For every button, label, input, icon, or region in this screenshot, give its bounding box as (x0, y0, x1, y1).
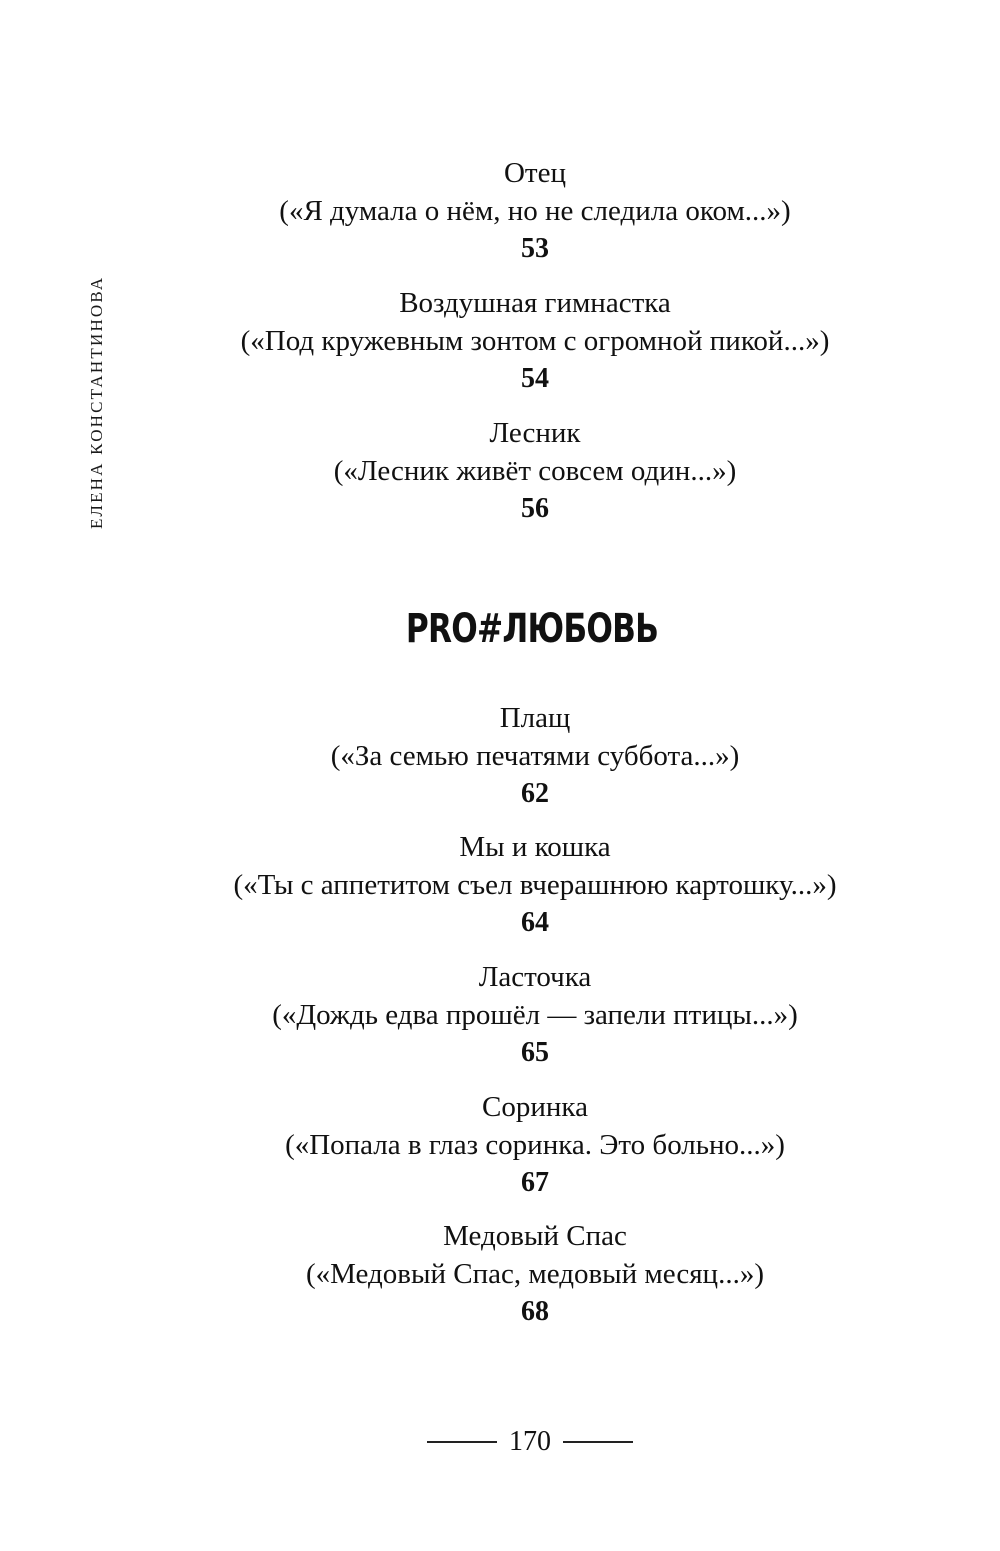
toc-entry-page-number: 68 (521, 1296, 549, 1327)
toc-entry-first-line: («Ты с аппетитом съел вчерашнюю картошку...») (233, 869, 837, 901)
toc-entry (0, 284, 1000, 398)
toc-entry (0, 1088, 1000, 1202)
toc-entry (0, 154, 1000, 268)
toc-entry-first-line: («Под кружевным зонтом с огромной пикой...») (240, 325, 830, 357)
toc-entry-title: Ласточка (478, 961, 592, 993)
toc-entry-title: Медовый Спас (443, 1220, 627, 1252)
toc-entry-title: Соринка (482, 1091, 588, 1123)
toc-entry-page-number: 62 (521, 778, 549, 809)
toc-entry-page-number: 67 (521, 1167, 549, 1198)
toc-entry-page-number: 65 (521, 1037, 549, 1068)
toc-entry-first-line: («Медовый Спас, медовый месяц...») (306, 1258, 764, 1290)
toc-entry-first-line: («Дождь едва прошёл — запели птицы...») (272, 999, 798, 1031)
toc-entry-page-number: 54 (521, 363, 549, 394)
page-number: 170 (509, 1426, 551, 1457)
toc-entry (0, 828, 1000, 942)
toc-entry-page-number: 56 (521, 493, 549, 524)
toc-entry-title: Мы и кошка (459, 831, 611, 863)
toc-entry-page-number: 64 (521, 907, 549, 938)
toc-entry-first-line: («За семью печатями суббота...») (330, 740, 740, 772)
toc-entry-page-number: 53 (521, 233, 549, 264)
toc-entry (0, 699, 1000, 813)
running-head-author: ЕЛЕНА КОНСТАНТИНОВА (87, 275, 106, 529)
toc-entry-title: Отец (503, 157, 566, 189)
toc-entry-first-line: («Лесник живёт совсем один...») (333, 455, 737, 487)
toc-entry-first-line: («Попала в глаз соринка. Это больно...») (285, 1129, 785, 1161)
page-footer (0, 1422, 1000, 1462)
toc-entry-title: Плащ (499, 702, 571, 734)
footer-rule-left (427, 1441, 497, 1443)
footer-rule-right (563, 1441, 633, 1443)
toc-entry-title: Воздушная гимнастка (399, 287, 671, 319)
section-heading: PRO#ЛЮБОВЬ (405, 606, 659, 652)
toc-entry (0, 414, 1000, 528)
toc-entry (0, 1217, 1000, 1331)
toc-entry-first-line: («Я думала о нём, но не следила оком...») (279, 195, 791, 227)
toc-entry-title: Лесник (489, 417, 581, 449)
toc-entry (0, 958, 1000, 1072)
